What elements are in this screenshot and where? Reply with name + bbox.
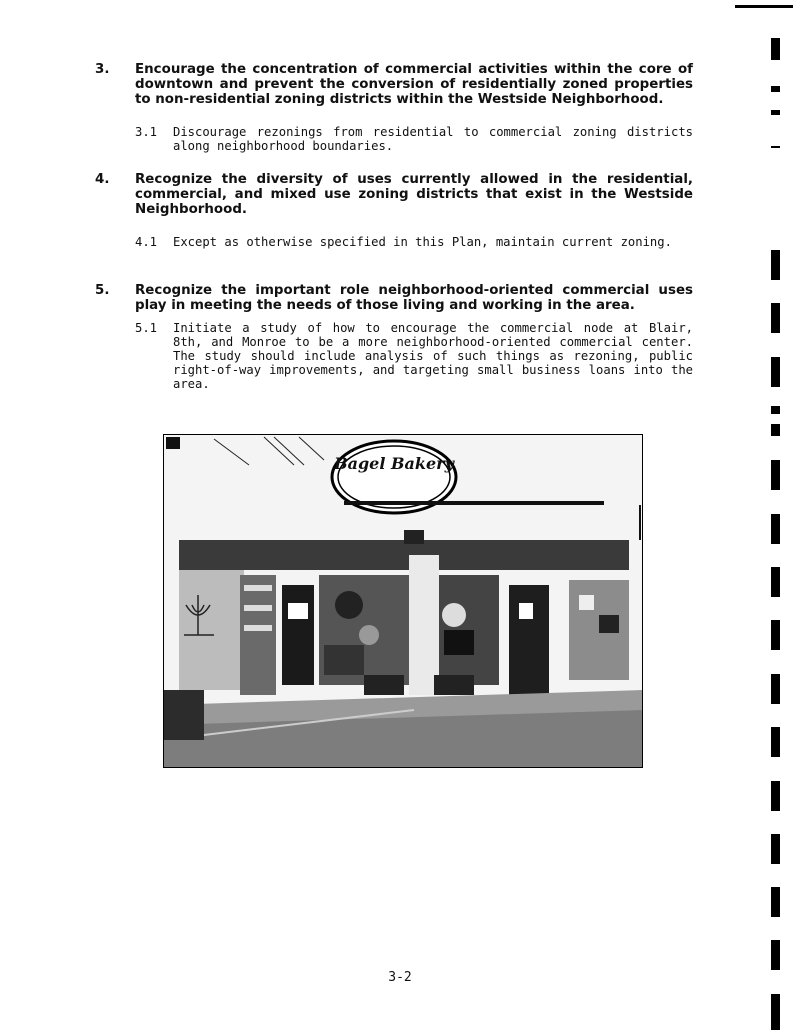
storefront-illustration: [164, 435, 642, 767]
goal-text: Recognize the important role neighborhood-oriented commercial uses play in meeting the needs of those living and working in the area.: [135, 283, 693, 313]
policy-number: 5.1: [135, 321, 158, 335]
policy-text: Except as otherwise specified in this Plan, maintain current zoning.: [173, 235, 672, 249]
sign-text: Bagel Bakery: [334, 454, 454, 473]
scan-edge-line: [735, 5, 793, 8]
goal-text: Recognize the diversity of uses currently allowed in the residential, commercial, and mixed use zoning districts that exist in the Westside Neighborhood.: [135, 172, 693, 217]
page-number: 3-2: [388, 970, 412, 985]
goal-number: 4.: [95, 172, 110, 187]
goal-text: Encourage the concentration of commercial activities within the core of downtown and prevent the conversion of residentially zoned properties to non-residential zoning districts within the Westside Neighborhood.: [135, 62, 693, 107]
goal-number: 5.: [95, 283, 110, 298]
policy-text: Initiate a study of how to encourage the commercial node at Blair, 8th, and Monroe to be a more neighborhood-oriented commercial center. The study should include analysis of such things as rezoning, public right-of-way improvements, and targeting small business loans into the area.: [173, 321, 693, 391]
policy-number: 3.1: [135, 125, 158, 139]
policy-text: Discourage rezonings from residential to commercial zoning districts along neighborhood boundaries.: [173, 125, 693, 153]
policy-number: 4.1: [135, 235, 158, 249]
storefront-photo: [163, 434, 643, 768]
goal-number: 3.: [95, 62, 110, 77]
